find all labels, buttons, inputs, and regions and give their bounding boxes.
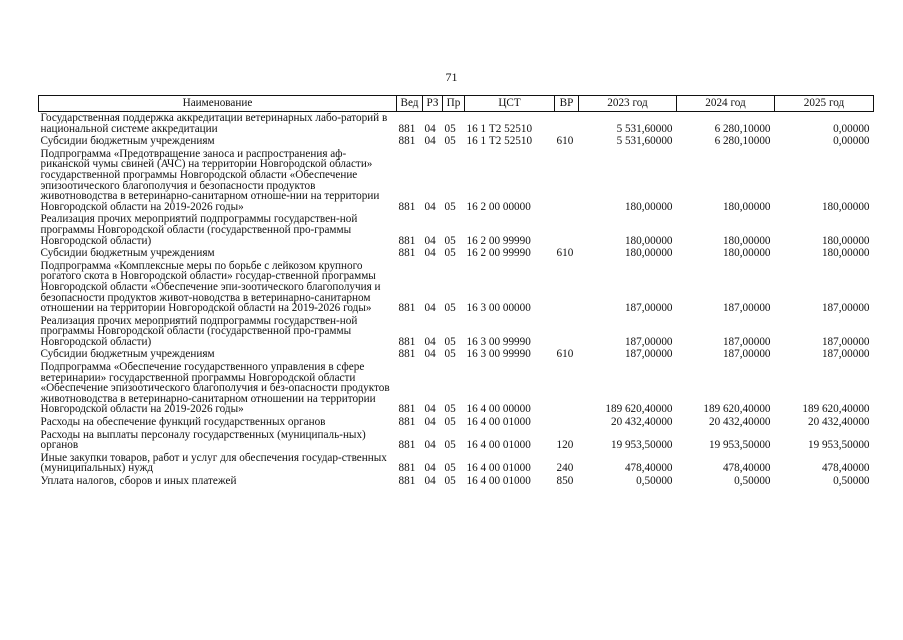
cell-2024: 180,00000 <box>722 200 771 213</box>
cell-ved: 881 <box>398 348 416 361</box>
cell-vr <box>555 260 579 315</box>
cell-ved: 881 <box>398 475 416 487</box>
cell-rz: 04 <box>424 439 436 452</box>
cell-2023: 189 620,40000 <box>605 403 673 416</box>
table-row <box>39 416 874 429</box>
cell-2025: 187,00000 <box>821 335 870 348</box>
cell-name: Подпрограмма «Обеспечение государственного управления в сфере ветеринарии» государственной программы Новгородской области «Обеспечение эпизоотического благополучия и без-опасности продуктов животноводства в ветеринарно-санитарном отношении на территории Новгородской области на 2019-2026 годы» <box>40 361 390 416</box>
cell-2023: 180,00000 <box>624 200 673 213</box>
cell-pr: 05 <box>444 135 456 148</box>
cell-2025: 478,40000 <box>821 462 870 475</box>
cell-cst: 16 4 00 01000 <box>466 439 531 452</box>
cell-2025: 189 620,40000 <box>802 403 870 416</box>
table-header <box>39 96 874 112</box>
cell-pr: 05 <box>444 247 456 260</box>
table-row <box>39 213 874 247</box>
cell-2023: 20 432,40000 <box>610 416 673 429</box>
cell-rz: 04 <box>424 200 436 213</box>
cell-vr: 850 <box>556 475 574 487</box>
cell-2025: 180,00000 <box>821 200 870 213</box>
cell-cst: 16 4 00 01000 <box>466 462 531 475</box>
cell-vr <box>555 361 579 416</box>
cell-ved: 881 <box>398 200 416 213</box>
cell-2023: 180,00000 <box>624 234 673 247</box>
cell-2024: 19 953,50000 <box>708 439 771 452</box>
cell-pr: 05 <box>444 234 456 247</box>
cell-2025: 187,00000 <box>821 348 870 361</box>
cell-rz: 04 <box>424 247 436 260</box>
table-row <box>39 247 874 260</box>
cell-name: Подпрограмма «Предотвращение заноса и распространения аф-риканской чумы свиней (АЧС) на территории Новгородской области» государственной программы Новгородской области «Обеспечение эпизоотического благополучия и безопасности продуктов животноводства в ветеринарно-санитарном отноше-нии на территории Новгородской области на 2019-2026 годы» <box>40 147 380 213</box>
cell-pr: 05 <box>444 439 456 452</box>
cell-rz: 04 <box>424 416 436 429</box>
cell-ved: 881 <box>398 247 416 260</box>
cell-cst: 16 4 00 00000 <box>466 403 531 416</box>
cell-2023: 5 531,60000 <box>616 122 673 135</box>
cell-ved: 881 <box>398 335 416 348</box>
cell-vr: 610 <box>556 348 574 361</box>
cell-2023: 19 953,50000 <box>610 439 673 452</box>
cell-2025: 180,00000 <box>821 234 870 247</box>
cell-2023: 187,00000 <box>624 335 673 348</box>
header-2024: 2024 год <box>677 96 775 112</box>
cell-cst: 16 4 00 01000 <box>466 475 531 487</box>
cell-2024: 0,50000 <box>734 475 771 487</box>
cell-name: Субсидии бюджетным учреждениям <box>40 135 215 148</box>
header-ved: Вед <box>397 96 423 112</box>
cell-pr: 05 <box>444 475 456 487</box>
table-row <box>39 348 874 361</box>
cell-cst: 16 3 00 99990 <box>466 348 531 361</box>
cell-name: Субсидии бюджетным учреждениям <box>40 247 215 260</box>
cell-2024: 478,40000 <box>722 462 771 475</box>
cell-cst: 16 4 00 01000 <box>466 416 531 429</box>
cell-ved: 881 <box>398 416 416 429</box>
cell-rz: 04 <box>424 302 436 315</box>
cell-2024: 187,00000 <box>722 348 771 361</box>
cell-pr: 05 <box>444 348 456 361</box>
table-row <box>39 112 874 136</box>
cell-ved: 881 <box>398 122 416 135</box>
cell-vr: 610 <box>556 247 574 260</box>
cell-2023: 187,00000 <box>624 302 673 315</box>
cell-rz: 04 <box>424 122 436 135</box>
table-row <box>39 260 874 315</box>
cell-vr <box>555 315 579 349</box>
cell-ved: 881 <box>398 403 416 416</box>
cell-2023: 5 531,60000 <box>616 135 673 148</box>
cell-2023: 478,40000 <box>624 462 673 475</box>
cell-vr <box>555 416 579 429</box>
cell-cst: 16 2 00 99990 <box>466 247 531 260</box>
cell-pr: 05 <box>444 462 456 475</box>
cell-rz: 04 <box>424 234 436 247</box>
table-row <box>39 315 874 349</box>
cell-2024: 6 280,10000 <box>714 122 771 135</box>
header-pr: Пр <box>443 96 465 112</box>
cell-rz: 04 <box>424 475 436 487</box>
cell-name: Уплата налогов, сборов и иных платежей <box>40 475 237 487</box>
cell-name: Государственная поддержка аккредитации ветеринарных лабо-раторий в национальной системе аккредитации <box>40 112 388 135</box>
cell-ved: 881 <box>398 234 416 247</box>
cell-cst: 16 3 00 00000 <box>466 302 531 315</box>
table-row <box>39 475 874 488</box>
cell-2024: 6 280,10000 <box>714 135 771 148</box>
cell-2024: 187,00000 <box>722 335 771 348</box>
cell-pr: 05 <box>444 335 456 348</box>
cell-vr <box>555 213 579 247</box>
cell-rz: 04 <box>424 348 436 361</box>
header-cst: ЦСТ <box>465 96 555 112</box>
cell-pr: 05 <box>444 416 456 429</box>
table-row <box>39 452 874 475</box>
cell-2024: 20 432,40000 <box>708 416 771 429</box>
cell-2024: 180,00000 <box>722 234 771 247</box>
cell-rz: 04 <box>424 403 436 416</box>
cell-2023: 187,00000 <box>624 348 673 361</box>
budget-table <box>38 95 874 488</box>
cell-name: Расходы на выплаты персоналу государственных (муниципаль-ных) органов <box>40 428 366 452</box>
cell-2025: 0,00000 <box>833 122 870 135</box>
cell-pr: 05 <box>444 302 456 315</box>
cell-2025: 0,00000 <box>833 135 870 148</box>
header-vr: ВР <box>555 96 579 112</box>
table-row <box>39 135 874 148</box>
cell-cst: 16 2 00 00000 <box>466 200 531 213</box>
cell-vr: 120 <box>556 439 574 452</box>
page-number: 71 <box>445 70 458 84</box>
table-row <box>39 429 874 452</box>
cell-name: Реализация прочих мероприятий подпрограммы государствен-ной программы Новгородской области (государственной про-граммы Новгородской области) <box>40 213 358 247</box>
cell-pr: 05 <box>444 122 456 135</box>
cell-name: Расходы на обеспечение функций государственных органов <box>40 416 326 429</box>
cell-pr: 05 <box>444 403 456 416</box>
cell-name: Подпрограмма «Комплексные меры по борьбе с лейкозом крупного рогатого скота в Новгородской области» государ-ственной программы Новгородской области «Обеспечение эпи-зоотического благополучия и безопасности продуктов живот-новодства в ветеринарно-санитарном отношении на территории Новгородской области на 2019-2026 годы» <box>40 259 381 315</box>
cell-2025: 20 432,40000 <box>807 416 870 429</box>
header-2023: 2023 год <box>579 96 677 112</box>
cell-2023: 180,00000 <box>624 247 673 260</box>
cell-vr <box>555 112 579 136</box>
cell-vr: 610 <box>556 135 574 148</box>
cell-vr <box>555 148 579 214</box>
cell-cst: 16 1 Т2 52510 <box>466 135 533 148</box>
cell-name: Реализация прочих мероприятий подпрограммы государствен-ной программы Новгородской области (государственной про-граммы Новгородской области) <box>40 314 358 348</box>
cell-rz: 04 <box>424 462 436 475</box>
cell-ved: 881 <box>398 302 416 315</box>
cell-cst: 16 3 00 99990 <box>466 335 531 348</box>
cell-2024: 187,00000 <box>722 302 771 315</box>
cell-vr: 240 <box>556 462 574 475</box>
cell-2025: 0,50000 <box>833 475 870 487</box>
header-rz: РЗ <box>423 96 443 112</box>
header-name: Наименование <box>39 96 397 112</box>
cell-cst: 16 1 Т2 52510 <box>466 122 533 135</box>
table-row <box>39 148 874 214</box>
cell-ved: 881 <box>398 462 416 475</box>
cell-rz: 04 <box>424 135 436 148</box>
cell-name: Субсидии бюджетным учреждениям <box>40 348 215 361</box>
cell-rz: 04 <box>424 335 436 348</box>
header-2025: 2025 год <box>775 96 874 112</box>
cell-2025: 19 953,50000 <box>807 439 870 452</box>
cell-ved: 881 <box>398 439 416 452</box>
cell-pr: 05 <box>444 200 456 213</box>
cell-2023: 0,50000 <box>636 475 673 487</box>
cell-2025: 187,00000 <box>821 302 870 315</box>
cell-2025: 180,00000 <box>821 247 870 260</box>
cell-name: Иные закупки товаров, работ и услуг для обеспечения государ-ственных (муниципальных) нужд <box>40 451 387 475</box>
cell-2024: 180,00000 <box>722 247 771 260</box>
cell-2024: 189 620,40000 <box>703 403 771 416</box>
cell-cst: 16 2 00 99990 <box>466 234 531 247</box>
table-row <box>39 361 874 416</box>
cell-ved: 881 <box>398 135 416 148</box>
